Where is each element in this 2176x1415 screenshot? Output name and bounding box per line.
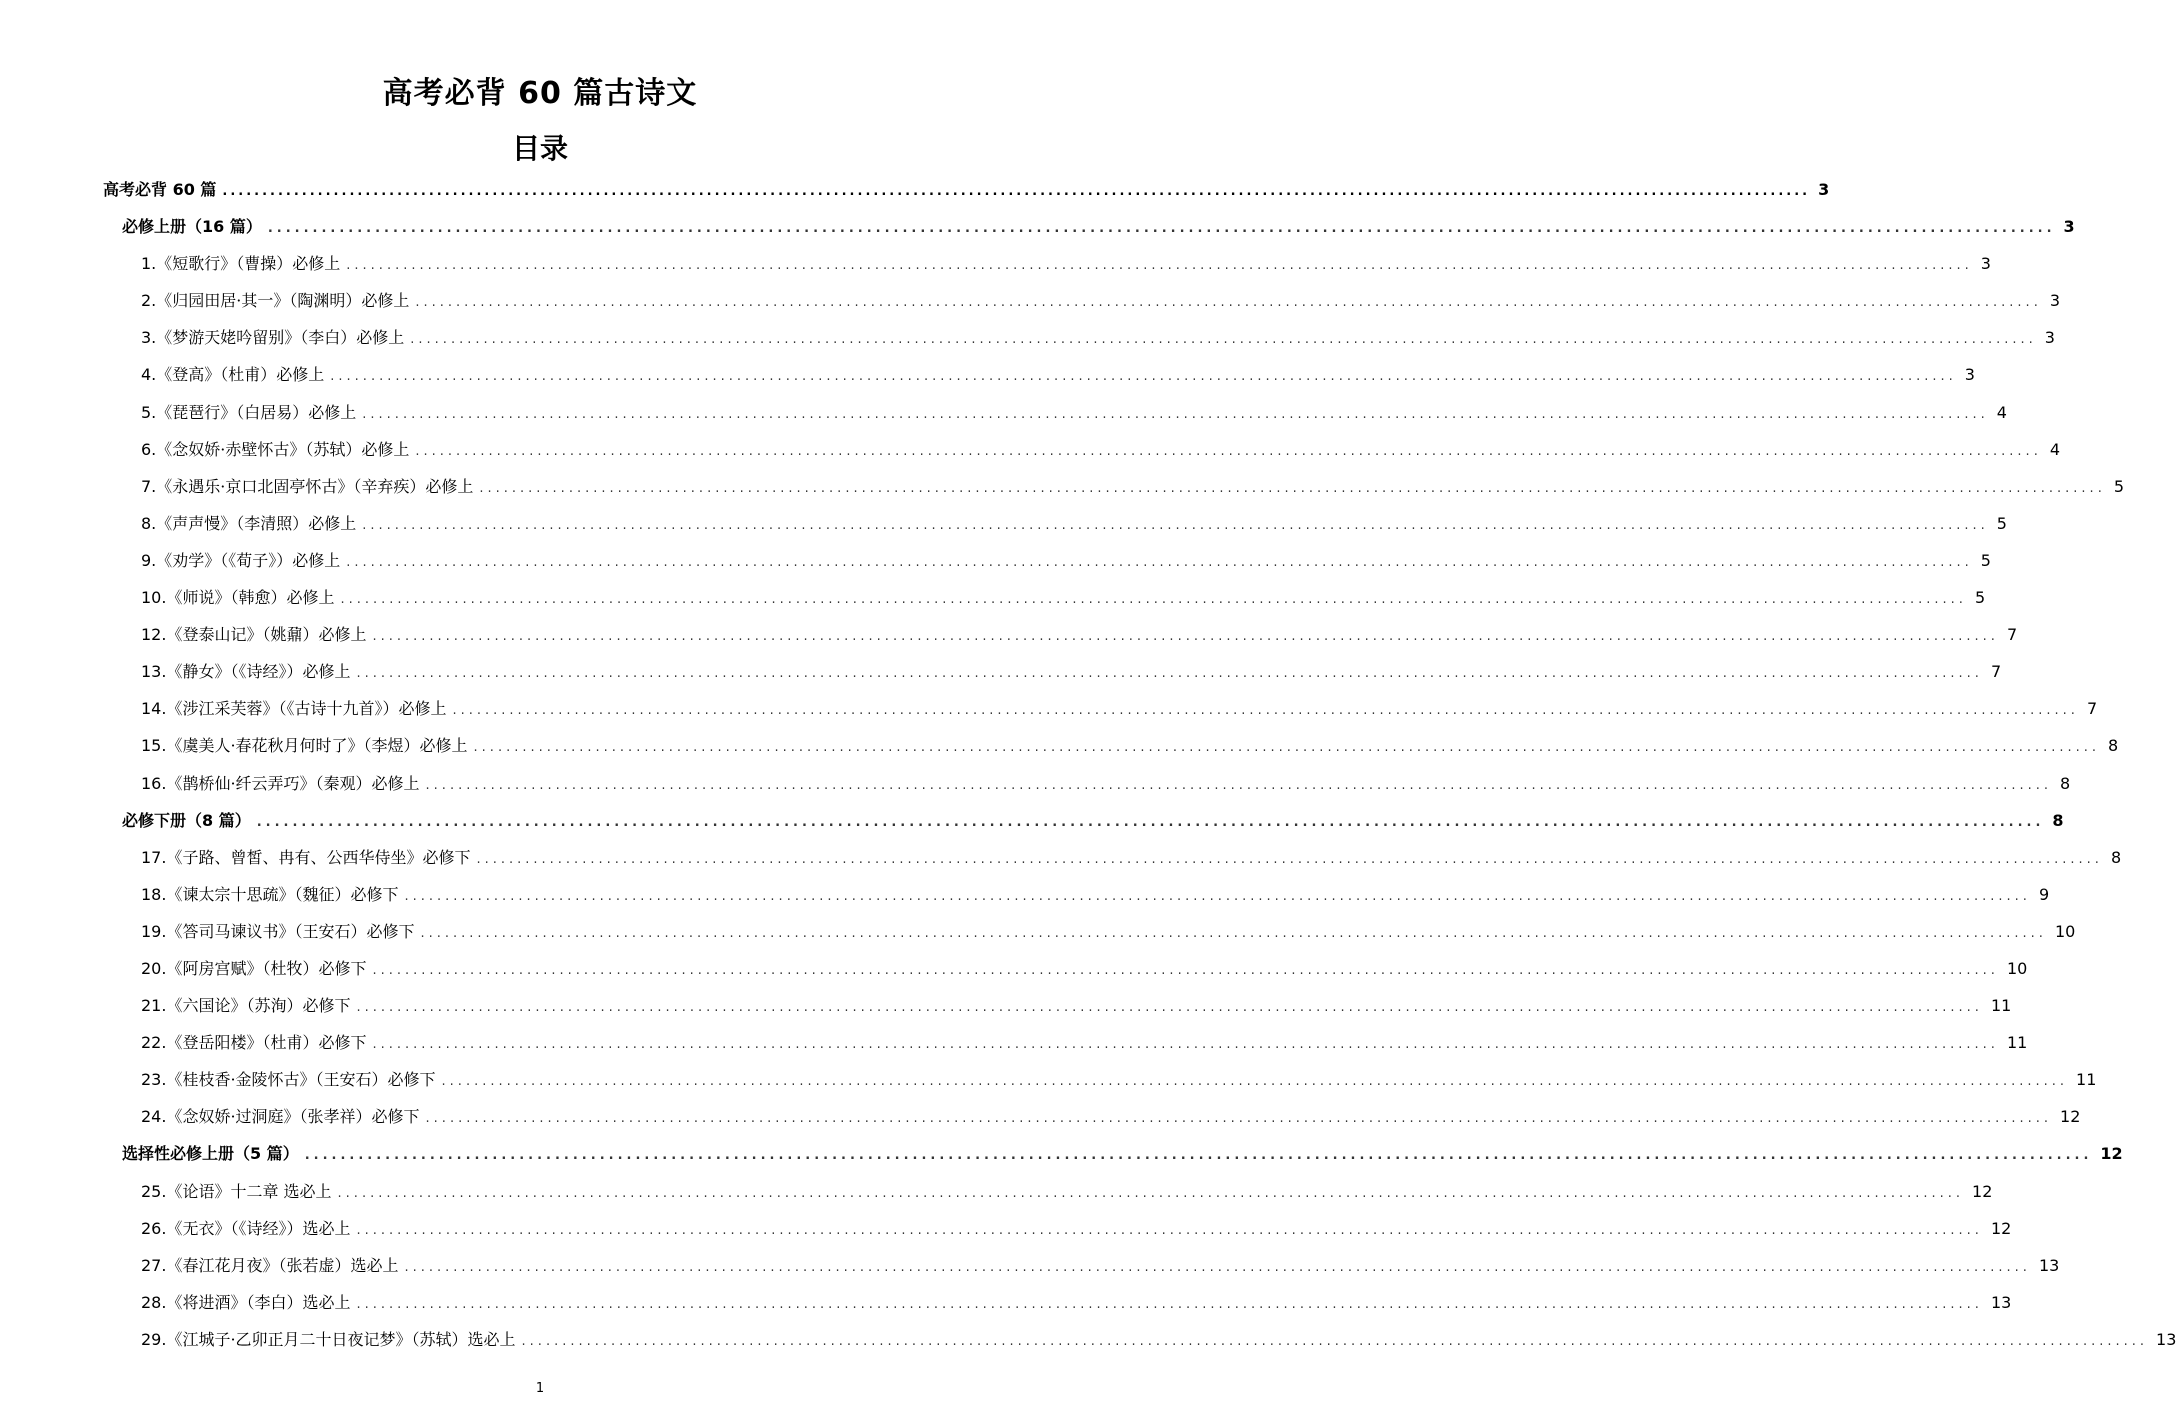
toc-entry-title: 《劝学》（《荀子》）必修上 <box>156 550 341 570</box>
toc-entry[interactable] <box>0 505 2007 542</box>
toc-entry-label <box>122 208 262 245</box>
toc-entry-page: 3 <box>1818 180 1830 199</box>
toc-entry-label <box>141 987 350 1024</box>
toc-entry-page: 12 <box>2060 1107 2081 1127</box>
toc-entry-number: 8. <box>141 513 157 533</box>
toc-entry-page: 13 <box>2156 1329 2176 1349</box>
page-number: 1 <box>535 1381 545 1396</box>
toc-entry-page: 4 <box>2049 439 2061 459</box>
toc-entry-page: 9 <box>2038 884 2050 904</box>
toc-entry-label <box>141 876 398 913</box>
toc-entry-page: 3 <box>2049 291 2061 311</box>
toc-entry-label <box>141 653 350 690</box>
toc-entry-title: 《涉江采芙蓉》（《古诗十九首》）必修上 <box>166 699 447 719</box>
toc-entry-number: 14. <box>141 699 167 719</box>
dot-leader: ........................................................................................................................................................................................................ <box>340 592 1967 608</box>
toc-entry-title: 《六国论》（苏洵）必修下 <box>166 996 351 1016</box>
dot-leader: ........................................................................................................................................................................................................ <box>420 925 2047 941</box>
toc-entry-title: 《阿房宫赋》（杜牧）必修下 <box>166 958 367 978</box>
toc-entry-number: 27. <box>141 1255 167 1275</box>
toc-entry-label <box>141 1210 350 1247</box>
toc-entry-page: 12 <box>2100 1144 2123 1164</box>
toc-entry-label <box>122 1135 299 1172</box>
toc-entry[interactable] <box>0 653 2002 690</box>
toc-entry-number: 24. <box>141 1107 167 1127</box>
toc-entry-page: 12 <box>1972 1181 1993 1201</box>
toc-entry[interactable] <box>0 1098 2081 1135</box>
toc-entry-label <box>103 171 216 208</box>
toc-entry[interactable] <box>0 1173 1993 1210</box>
toc-entry-label <box>141 950 366 987</box>
toc-entry-label <box>141 1247 398 1284</box>
toc-entry-title: 《师说》（韩愈）必修上 <box>166 588 335 608</box>
toc-entry-number: 22. <box>141 1033 167 1053</box>
dot-leader: ........................................................................................................................................................................................................ <box>476 851 2103 867</box>
toc-entry-title: 《登高》（杜甫）必修上 <box>156 365 325 385</box>
toc-entry-page: 4 <box>1996 402 2007 422</box>
toc-entry-number: 25. <box>141 1181 167 1201</box>
dot-leader: ........................................................................................................................................................................................................ <box>372 962 1999 978</box>
toc-entry-page: 8 <box>2060 773 2071 793</box>
toc-entry-title: 《登岳阳楼》（杜甫）必修下 <box>166 1033 367 1053</box>
toc-entry-page: 3 <box>1980 254 1991 274</box>
dot-leader: ........................................................................................................................................................................................................ <box>404 888 2031 904</box>
toc-entry-label <box>141 616 366 653</box>
dot-leader: ........................................................................................................................................................................................................ <box>356 1222 1983 1238</box>
toc-entry-page: 10 <box>2006 958 2028 978</box>
toc-entry-title: 高考必背 60 篇 <box>103 180 217 199</box>
toc-entry-title: 《静女》（《诗经》）必修上 <box>166 662 351 682</box>
toc-entry-number: 7. <box>141 476 157 496</box>
toc-entry-title: 《鹊桥仙·纤云弄巧》（秦观）必修上 <box>166 773 420 793</box>
toc-entry-label <box>141 579 334 616</box>
toc-entry-label <box>141 1284 350 1321</box>
toc-entry-title: 《登泰山记》（姚鼐）必修上 <box>166 625 367 645</box>
toc-entry-page: 5 <box>1996 513 2007 533</box>
toc-entry-number: 9. <box>141 550 157 570</box>
toc-entry[interactable] <box>0 468 2125 505</box>
toc-entry[interactable] <box>0 950 2028 987</box>
toc-entry-label <box>141 394 356 431</box>
toc-entry-label <box>141 468 473 505</box>
toc-entry-label <box>141 505 356 542</box>
dot-leader: ........................................................................................................................................................................................................ <box>356 666 1983 682</box>
toc-entry[interactable] <box>0 987 2012 1024</box>
dot-leader: ........................................................................................................................................................................................................ <box>222 184 1811 199</box>
toc-entry-label <box>141 1098 420 1135</box>
dot-leader: ........................................................................................................................................................................................................ <box>256 814 2045 830</box>
toc-entry-number: 29. <box>141 1329 167 1349</box>
toc-section[interactable] <box>0 208 2075 245</box>
toc-entry-label <box>141 839 470 876</box>
toc-entry-title: 必修上册（16 篇） <box>122 217 262 237</box>
dot-leader: ........................................................................................................................................................................................................ <box>267 221 2056 237</box>
toc-heading: 目录 <box>511 132 568 165</box>
toc-entry-title: 《念奴娇·赤壁怀古》（苏轼）必修上 <box>156 439 410 459</box>
toc-part[interactable] <box>0 171 1830 208</box>
toc-entry-page: 13 <box>1990 1292 2012 1312</box>
toc-entry-title: 《短歌行》（曹操）必修上 <box>156 254 341 274</box>
table-of-contents <box>0 171 2176 1358</box>
toc-entry-page: 12 <box>1990 1218 2012 1238</box>
toc-entry-page: 3 <box>2063 217 2075 237</box>
toc-entry[interactable] <box>0 1321 2176 1358</box>
toc-entry-page: 7 <box>2006 625 2018 645</box>
toc-entry-label <box>141 431 409 468</box>
toc-entry[interactable] <box>0 1247 2060 1284</box>
toc-entry-title: 《桂枝香·金陵怀古》（王安石）必修下 <box>166 1070 436 1090</box>
toc-section[interactable] <box>0 1135 2123 1172</box>
toc-entry-page: 11 <box>2006 1033 2028 1053</box>
toc-entry-page: 10 <box>2054 921 2076 941</box>
dot-leader: ........................................................................................................................................................................................................ <box>404 1259 2031 1275</box>
dot-leader: ........................................................................................................................................................................................................ <box>304 1148 2093 1164</box>
toc-entry[interactable] <box>0 765 2071 802</box>
toc-entry-page: 3 <box>1964 365 1975 385</box>
toc-entry-title: 《答司马谏议书》（王安石）必修下 <box>166 921 415 941</box>
toc-entry[interactable] <box>0 394 2007 431</box>
toc-entry[interactable] <box>0 356 1975 393</box>
toc-entry[interactable] <box>0 431 2061 468</box>
toc-entry-number: 10. <box>141 588 167 608</box>
toc-entry-number: 1. <box>141 254 157 274</box>
toc-entry-number: 19. <box>141 921 167 941</box>
toc-entry-title: 《无衣》（《诗经》）选必上 <box>166 1218 351 1238</box>
toc-entry-label <box>141 765 420 802</box>
toc-entry[interactable] <box>0 727 2119 764</box>
dot-leader: ........................................................................................................................................................................................................ <box>410 332 2037 348</box>
toc-entry[interactable] <box>0 1024 2028 1061</box>
toc-entry-title: 《江城子·乙卯正月二十日夜记梦》（苏轼）选必上 <box>166 1329 516 1349</box>
dot-leader: ........................................................................................................................................................................................................ <box>346 554 1973 570</box>
dot-leader: ........................................................................................................................................................................................................ <box>356 1296 1983 1312</box>
toc-entry-label <box>122 802 251 839</box>
toc-entry-title: 《春江花月夜》（张若虚）选必上 <box>166 1255 399 1275</box>
toc-entry-page: 5 <box>1974 588 1986 608</box>
toc-entry[interactable] <box>0 319 2055 356</box>
dot-leader: ........................................................................................................................................................................................................ <box>346 258 1973 274</box>
toc-entry[interactable] <box>0 1284 2012 1321</box>
dot-leader: ........................................................................................................................................................................................................ <box>425 1111 2053 1127</box>
toc-entry-number: 4. <box>141 365 157 385</box>
toc-entry-number: 2. <box>141 291 157 311</box>
toc-entry-page: 11 <box>2076 1070 2097 1090</box>
toc-entry-label <box>141 1321 516 1358</box>
toc-entry-number: 26. <box>141 1218 167 1238</box>
toc-entry-title: 《论语》十二章 选必上 <box>166 1181 332 1201</box>
toc-entry-number: 21. <box>141 996 167 1016</box>
toc-entry-label <box>141 690 446 727</box>
dot-leader: ........................................................................................................................................................................................................ <box>337 1185 1965 1201</box>
toc-entry-label <box>141 1024 366 1061</box>
toc-entry-number: 23. <box>141 1070 167 1090</box>
toc-entry[interactable] <box>0 913 2076 950</box>
toc-entry-label <box>141 727 468 764</box>
toc-entry-number: 20. <box>141 958 167 978</box>
toc-entry-label <box>141 1061 436 1098</box>
toc-entry-title: 《谏太宗十思疏》（魏征）必修下 <box>166 884 399 904</box>
toc-entry-page: 5 <box>1980 550 1991 570</box>
toc-entry-page: 8 <box>2110 847 2122 867</box>
toc-entry[interactable] <box>0 245 1991 282</box>
toc-section[interactable] <box>0 802 2064 839</box>
dot-leader: ........................................................................................................................................................................................................ <box>362 517 1989 533</box>
toc-entry-title: 《念奴娇·过洞庭》（张孝祥）必修下 <box>166 1107 420 1127</box>
toc-entry-label <box>141 1173 332 1210</box>
toc-entry-page: 11 <box>1990 996 2012 1016</box>
toc-entry-number: 3. <box>141 328 157 348</box>
dot-leader: ........................................................................................................................................................................................................ <box>356 1000 1983 1016</box>
document-title: 高考必背 60 篇古诗文 <box>382 76 698 111</box>
dot-leader: ........................................................................................................................................................................................................ <box>441 1074 2069 1090</box>
toc-entry-title: 《梦游天姥吟留别》（李白）必修上 <box>156 328 405 348</box>
toc-entry-page: 8 <box>2108 736 2119 756</box>
toc-entry[interactable] <box>0 690 2098 727</box>
toc-entry-title: 《归园田居·其一》（陶渊明）必修上 <box>156 291 410 311</box>
dot-leader: ........................................................................................................................................................................................................ <box>452 703 2079 719</box>
toc-entry-page: 7 <box>1990 662 2002 682</box>
toc-entry-title: 《虞美人·春花秋月何时了》（李煜）必修上 <box>166 736 468 756</box>
dot-leader: ........................................................................................................................................................................................................ <box>372 629 1999 645</box>
dot-leader: ........................................................................................................................................................................................................ <box>521 1333 2149 1349</box>
toc-entry[interactable] <box>0 579 1986 616</box>
toc-entry-title: 《声声慢》（李清照）必修上 <box>156 513 357 533</box>
toc-entry-page: 3 <box>2044 328 2055 348</box>
toc-entry[interactable] <box>0 876 2050 913</box>
toc-entry-title: 必修下册（8 篇） <box>122 810 251 830</box>
toc-entry-number: 12. <box>141 625 167 645</box>
toc-entry-page: 7 <box>2086 699 2098 719</box>
toc-entry-label <box>141 913 414 950</box>
dot-leader: ........................................................................................................................................................................................................ <box>330 369 1957 385</box>
dot-leader: ........................................................................................................................................................................................................ <box>362 406 1989 422</box>
toc-entry-number: 13. <box>141 662 167 682</box>
dot-leader: ........................................................................................................................................................................................................ <box>415 295 2042 311</box>
toc-entry-page: 13 <box>2038 1255 2060 1275</box>
toc-entry-page: 5 <box>2113 476 2125 496</box>
toc-entry-number: 15. <box>141 736 167 756</box>
toc-entry-number: 16. <box>141 773 167 793</box>
dot-leader: ........................................................................................................................................................................................................ <box>415 443 2042 459</box>
toc-entry-label <box>141 282 409 319</box>
dot-leader: ........................................................................................................................................................................................................ <box>425 777 2053 793</box>
toc-entry-title: 《琵琶行》（白居易）必修上 <box>156 402 357 422</box>
toc-entry-number: 17. <box>141 847 167 867</box>
toc-entry-title: 《子路、曾皙、冉有、公西华侍坐》必修下 <box>166 847 471 867</box>
toc-entry-title: 《永遇乐·京口北固亭怀古》（辛弃疾）必修上 <box>156 476 474 496</box>
toc-entry-number: 5. <box>141 402 157 422</box>
dot-leader: ........................................................................................................................................................................................................ <box>372 1037 1999 1053</box>
toc-entry[interactable] <box>0 542 1991 579</box>
toc-entry[interactable] <box>0 616 2018 653</box>
toc-entry-title: 选择性必修上册（5 篇） <box>122 1144 299 1164</box>
toc-entry-label <box>141 356 324 393</box>
toc-entry[interactable] <box>0 1061 2097 1098</box>
toc-entry-number: 28. <box>141 1292 167 1312</box>
toc-entry[interactable] <box>0 1210 2012 1247</box>
dot-leader: ........................................................................................................................................................................................................ <box>479 480 2106 496</box>
toc-entry-label <box>141 542 340 579</box>
toc-entry-label <box>141 319 404 356</box>
toc-entry-label <box>141 245 340 282</box>
dot-leader: ........................................................................................................................................................................................................ <box>473 740 2101 756</box>
toc-entry-title: 《将进酒》（李白）选必上 <box>166 1292 351 1312</box>
toc-entry-number: 18. <box>141 884 167 904</box>
toc-entry[interactable] <box>0 839 2122 876</box>
toc-entry[interactable] <box>0 282 2061 319</box>
toc-entry-page: 8 <box>2052 810 2064 830</box>
toc-entry-number: 6. <box>141 439 157 459</box>
